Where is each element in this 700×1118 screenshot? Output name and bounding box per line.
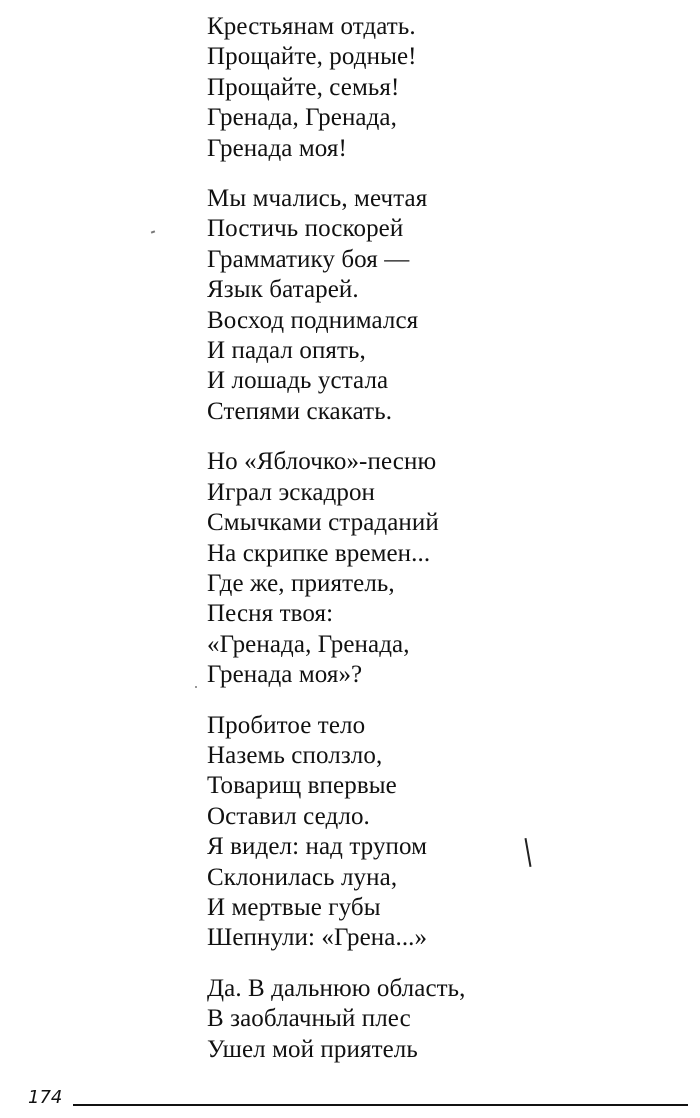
poem-line: Постичь поскорей [207,215,404,243]
poem-line: Гренада моя»? [207,661,363,689]
poem-text [207,12,677,1085]
poem-line: Мы мчались, мечтая [207,185,428,213]
poem-line: Восход поднимался [207,306,419,334]
poem-line: Язык батарей. [207,276,359,304]
page-footer [28,1087,688,1113]
poem-line: Оставил седло. [207,802,370,830]
poem-line: Я видел: над трупом [207,833,428,861]
scan-speck [151,230,155,233]
poem-line: Гренада моя! [207,134,347,162]
footer-rule [73,1104,688,1106]
stanza [207,974,677,1065]
stanza [207,184,677,427]
poem-line: Гренада, Гренада, [207,104,397,132]
stanza [207,12,677,164]
poem-line: Склонилась луна, [207,863,398,891]
poem-line: Грамматику боя — [207,245,410,273]
poem-line: Смычками страданий [207,509,439,537]
scan-speck [195,686,197,688]
poem-line: Наземь сползло, [207,741,383,769]
poem-line: На скрипке времен... [207,539,431,567]
poem-line: Товарищ впервые [207,772,397,800]
poem-line: Пробитое тело [207,711,366,739]
poem-line: Играл эскадрон [207,478,376,506]
poem-line: Но «Яблочко»-песню [207,448,437,476]
poem-line: Песня твоя: [207,600,334,628]
stanza [207,447,677,690]
poem-line: И падал опять, [207,337,366,365]
poem-line: Где же, приятель, [207,569,395,597]
poem-line: «Гренада, Гренада, [207,630,410,658]
poem-line: Да. В дальнюю область, [207,974,466,1002]
page-number: 174 [28,1087,63,1108]
stanza [207,711,677,954]
poem-line: И мертвые губы [207,893,381,921]
poem-line: И лошадь устала [207,367,389,395]
poem-line: Прощайте, родные! [207,43,417,71]
poem-line: Ушел мой приятель [207,1035,418,1063]
poem-line: Прощайте, семья! [207,73,400,101]
poem-line: Крестьянам отдать. [207,13,416,40]
poem-line: В заоблачный плес [207,1005,411,1033]
poem-line: Степями скакать. [207,397,393,425]
poem-line: Шепнули: «Грена...» [207,924,428,952]
